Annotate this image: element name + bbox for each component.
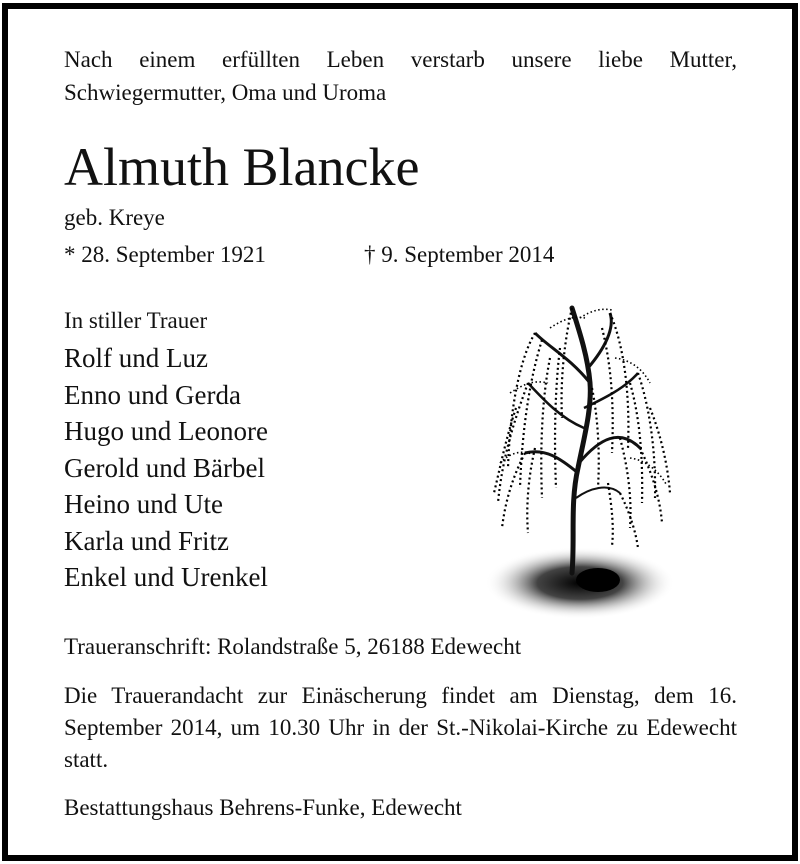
intro-text: Nach einem erfüllten Leben verstarb unsere liebe Mutter, Schwiegermutter, Oma und Uroma	[64, 47, 737, 105]
deceased-name: Almuth Blancke	[64, 137, 420, 197]
mourning-address: Traueranschrift: Rolandstraße 5, 26188 Edewecht	[64, 634, 522, 659]
death-date: † 9. September 2014	[364, 242, 555, 267]
mourner-item: Enkel und Urenkel	[64, 562, 268, 592]
mourning-heading: In stiller Trauer	[64, 308, 208, 333]
mourner-item: Hugo und Leonore	[64, 416, 268, 446]
weeping-willow-icon	[480, 288, 680, 618]
funeral-home: Bestattungshaus Behrens-Funke, Edewecht	[64, 795, 462, 820]
mourner-item: Rolf und Luz	[64, 343, 208, 373]
mourner-item: Karla und Fritz	[64, 525, 229, 556]
mourner-item: Enno und Gerda	[64, 379, 241, 410]
mourners-list	[64, 340, 268, 596]
birth-name: geb. Kreye	[64, 205, 165, 230]
mourner-item: Gerold und Bärbel	[64, 452, 265, 483]
mourner-item: Heino und Ute	[64, 489, 223, 519]
service-info: Die Trauerandacht zur Einäscherung findet am Dienstag, dem 16. September 2014, um 10.30 Uhr in der St.-Nikolai-Kirche zu Edewecht statt.	[64, 683, 737, 772]
birth-date: * 28. September 1921	[64, 242, 266, 267]
